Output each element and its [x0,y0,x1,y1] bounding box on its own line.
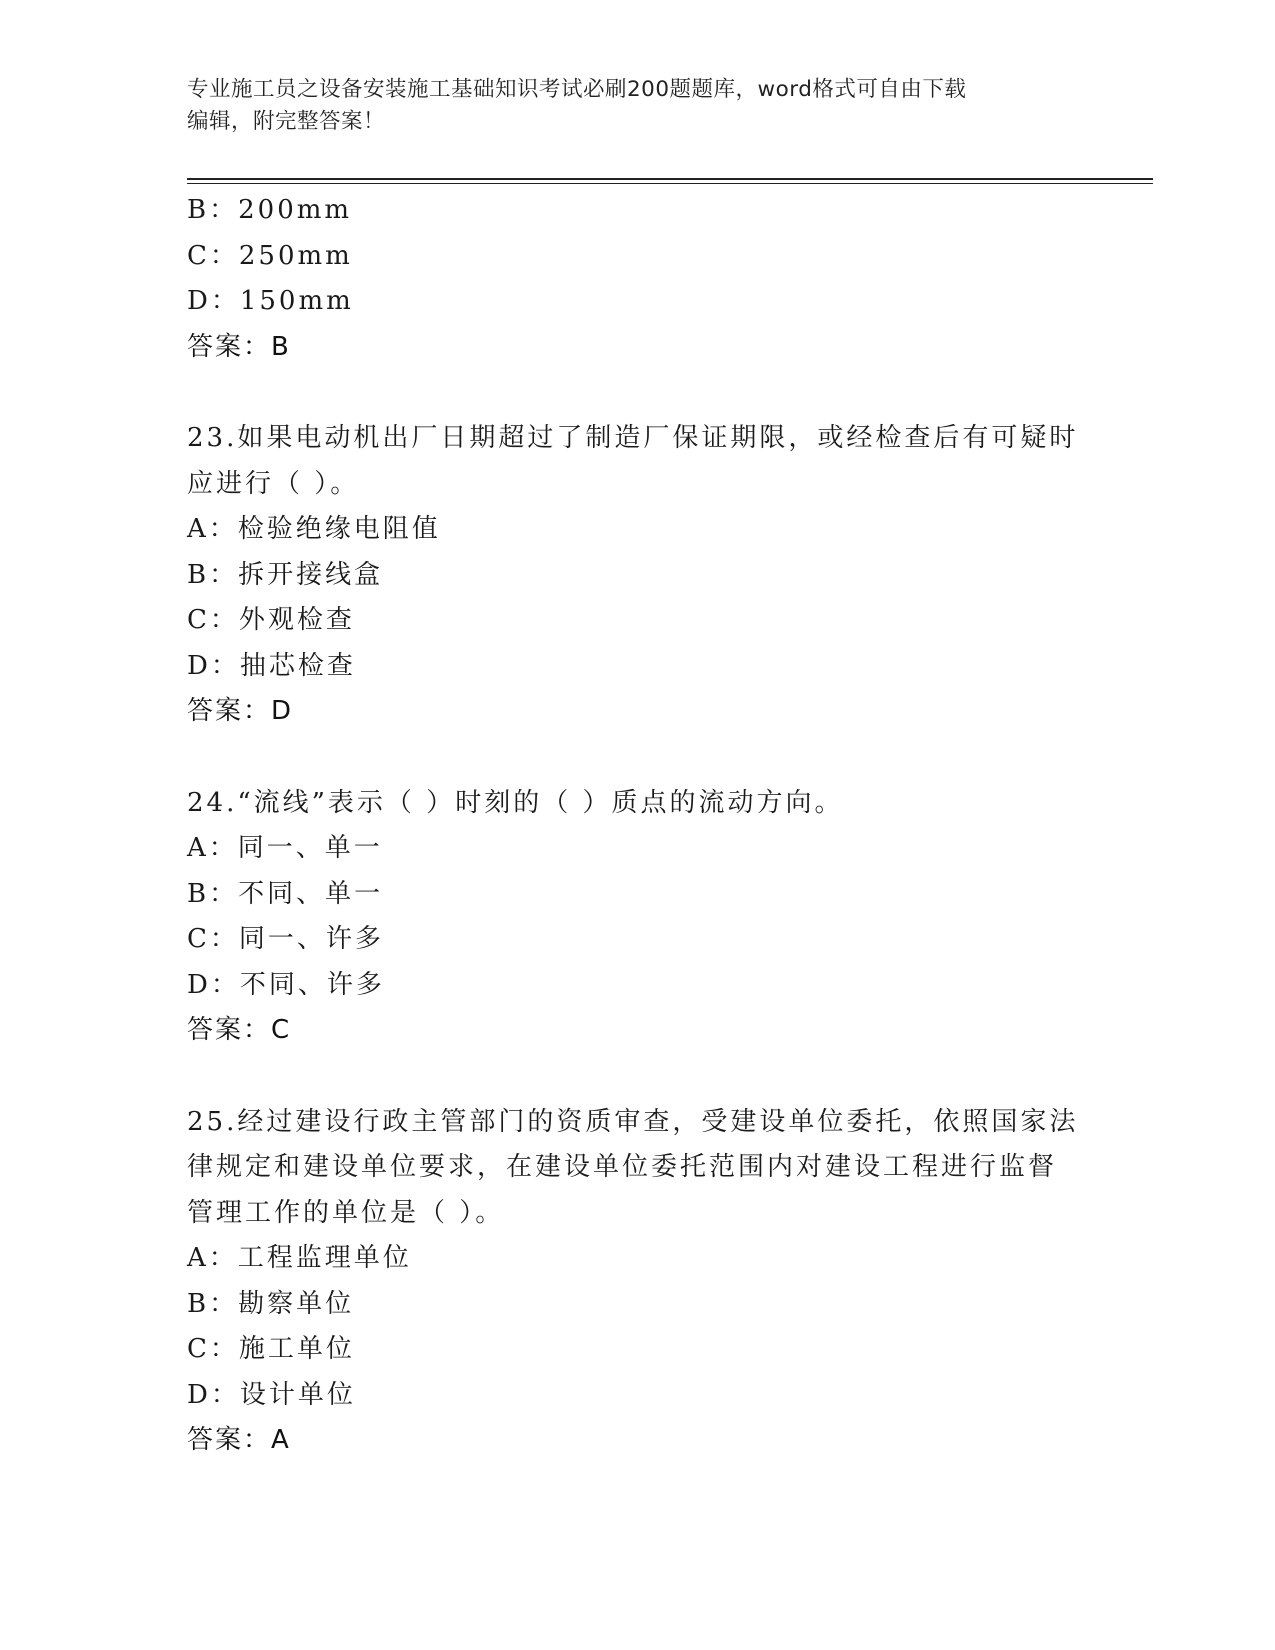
question-text-line: 24.“流线”表示（ ）时刻的（ ）质点的流动方向。 [187,787,844,818]
option-d: D：150mm [187,286,354,316]
option-a: A：同一、单一 [187,833,383,863]
question-text-line: 律规定和建设单位要求，在建设单位委托范围内对建设工程进行监督 [187,1152,1058,1182]
spacer [187,735,1087,781]
option-c: C：外观检查 [187,605,355,635]
answer-label: 答案：B [187,331,291,362]
option-b: B：200mm [187,195,353,225]
document-header [187,74,1067,138]
document-body [187,188,1087,1464]
question-25 [187,1100,1087,1464]
option-b: B：拆开接线盒 [187,559,384,590]
header-line-2: 编辑，附完整答案！ [187,109,386,134]
spacer [187,1054,1087,1100]
spacer [187,370,1087,416]
option-a: A：检验绝缘电阻值 [187,514,441,544]
answer-label: 答案：A [187,1425,291,1455]
question-23 [187,416,1087,735]
option-d: D：不同、许多 [187,969,385,1000]
question-text-line: 25.经过建设行政主管部门的资质审查，受建设单位委托，依照国家法 [187,1106,1079,1137]
option-c: C：250mm [187,240,353,271]
header-line-1: 专业施工员之设备安装施工基础知识考试必刷200题题库，word格式可自由下载 [187,77,967,102]
question-text-line: 23.如果电动机出厂日期超过了制造厂保证期限，或经检查后有可疑时 [187,423,1079,453]
option-d: D：设计单位 [187,1379,356,1410]
question-22 [187,188,1087,370]
option-b: B：勘察单位 [187,1288,355,1319]
option-a: A：工程监理单位 [187,1243,412,1273]
option-d: D：抽芯检查 [187,650,356,681]
answer-label: 答案：C [187,1015,292,1045]
question-24 [187,781,1087,1054]
option-b: B：不同、单一 [187,878,384,909]
header-divider-thin [187,183,1153,184]
question-text-line: 管理工作的单位是（ ）。 [187,1197,505,1228]
question-text-line: 应进行（ ）。 [187,468,360,499]
header-divider-thick [187,178,1153,180]
answer-label: 答案：D [187,696,294,726]
option-c: C：施工单位 [187,1334,355,1364]
option-c: C：同一、许多 [187,924,384,954]
